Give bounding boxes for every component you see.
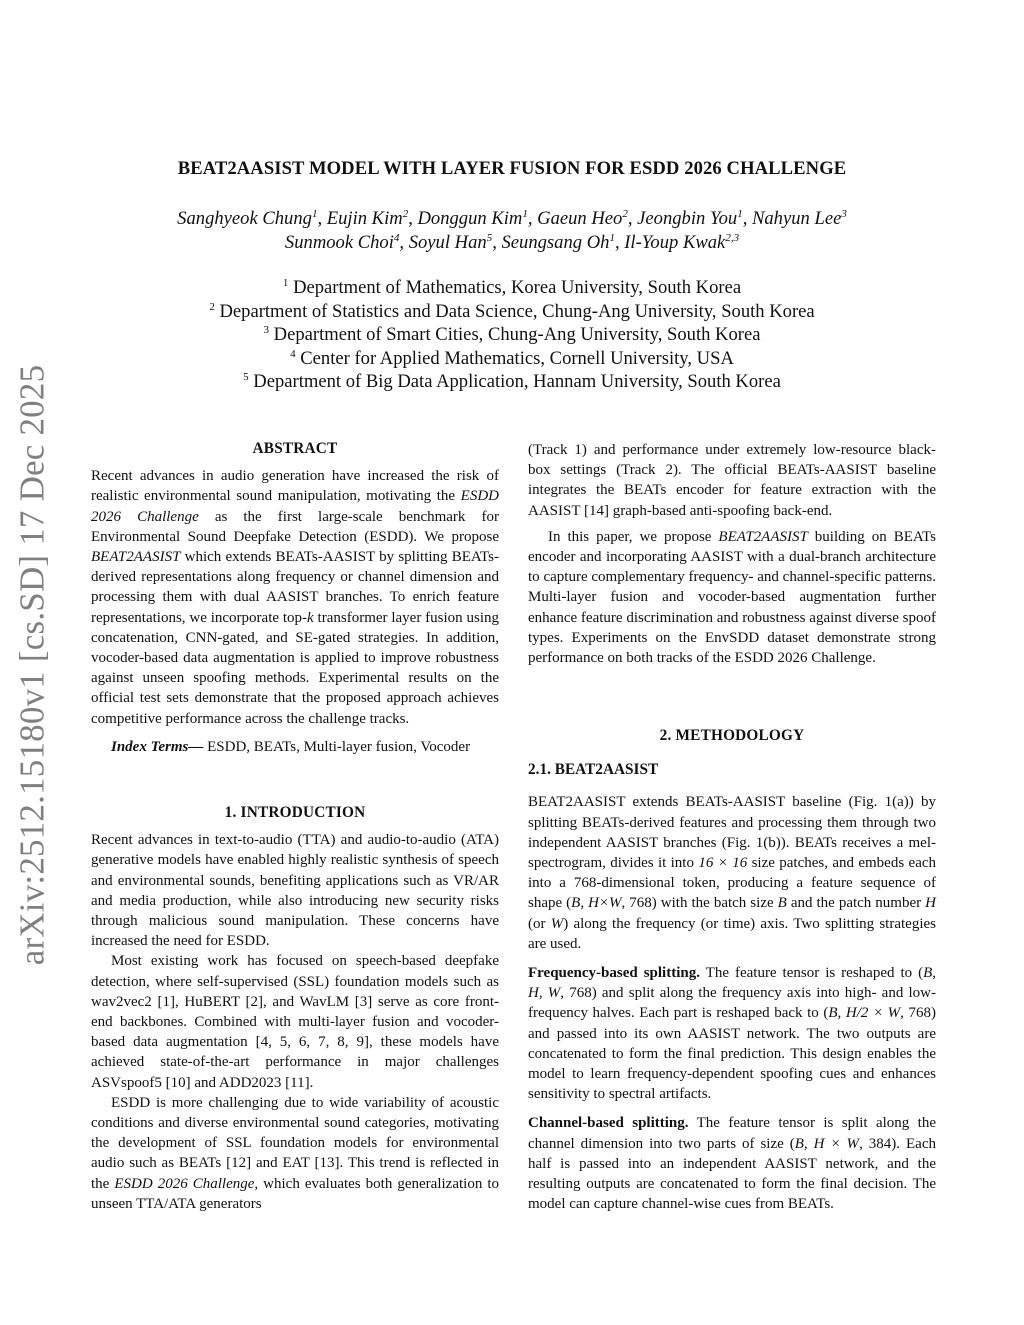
introduction-paragraph: In this paper, we propose BEAT2AASIST building on BEATs encoder and incorporating AASIST with a dual-branch architecture to capture complementary frequency- and channel-specific patterns. Multi-layer fusion and vocoder-based augmentation further enhance feature discrimination and robustness against diverse spoof types. Experiments on the EnvSDD dataset demonstrate strong performance on both tracks of the ESDD 2026 Challenge. [528,528,937,667]
author-list [0,207,1024,255]
author: Soyul Han$^5$, [408,231,502,253]
author: Sanghyeok Chung$^1$, [177,207,327,229]
introduction-paragraph: Most existing work has focused on speech-based deepfake detection, where self-supervised (SSL) foundation models such as wav2vec2 [1], HuBERT [2], and WavLM [3] serve as core front-end backbones. Combined with multi-layer fusion and vocoder-based data augmentation [4, 5, 6, 7, 8, 9], these models have achieved state-of-the-art performance in major challenges ASVspoof5 [10] and ADD2023 [11]. [91,953,499,1091]
author: Seungsang Oh$^1$, [501,231,625,253]
introduction-section [91,803,499,1214]
channel-splitting-paragraph: Channel-based splitting. The feature tensor is split along the channel dimension into two parts of size (B, H × W, 384). Each half is passed into an independent AASIST network, and the resulting outputs are concatenated to form the final decision. The model can capture channel-wise cues from BEATs. [528,1115,937,1213]
author: Sunmook Choi$^4$, [284,231,409,253]
author: Jeongbin You$^1$, [637,207,752,229]
introduction-paragraph: Recent advances in text-to-audio (TTA) and audio-to-audio (ATA) generative models have enabled highly realistic synthesis of speech and environmental sounds, benefiting applications such as VR/AR and media production, while also introducing new security risks through malicious sound manipulation. These concerns have increased the need for ESDD. [91,832,499,950]
frequency-splitting-paragraph: Frequency-based splitting. The feature tensor is reshaped to (B, H, W, 768) and split along the frequency axis into high- and low-frequency halves. Each part is reshaped back to (B, H/2 × W, 768) and passed into its own AASIST network. The two outputs are concatenated to form the final prediction. This design enables the model to learn frequency-dependent spoofing cues and enhances sensitivity to spectral artifacts. [528,965,937,1103]
author: Nahyun Lee$^3$ [751,207,847,229]
author-line-2 [0,231,1024,255]
methodology-section [528,726,936,1214]
methodology-paragraph: BEAT2AASIST extends BEATs-AASIST baseline (Fig. 1(a)) by splitting BEATs-derived features and processing them through two independent AASIST branches (Fig. 1(b)). BEATs receives a mel-spectrogram, divides it into 16 × 16 size patches, and embeds each into a 768-dimensional token, producing a feature sequence of shape (B, H×W, 768) with the batch size B and the patch number H (or W) along the frequency (or time) axis. Two splitting strategies are used. [528,794,937,952]
author: Eujin Kim$^2$, [326,207,418,229]
affiliation: $^3$ Department of Smart Cities, Chung-Ang University, South Korea [263,323,761,345]
author-line-1 [0,207,1024,231]
introduction-continued [528,440,936,668]
introduction-heading: 1. INTRODUCTION [224,804,366,821]
arxiv-identifier [6,364,58,965]
abstract-heading: ABSTRACT [252,440,338,457]
affiliation: $^4$ Center for Applied Mathematics, Cornell University, USA [290,347,734,369]
introduction-paragraph: (Track 1) and performance under extremely low-resource black-box settings (Track 2). The official BEATs-AASIST baseline integrates the BEATs encoder for feature extraction with the AASIST [14] graph-based anti-spoofing back-end. [528,442,936,519]
affiliation: $^2$ Department of Statistics and Data Science, Chung-Ang University, South Korea [209,300,815,322]
index-terms: Index Terms— ESDD, BEATs, Multi-layer fusion, Vocoder [111,738,471,755]
subsection-heading: 2.1. BEAT2AASIST [528,761,659,779]
author: Il-Youp Kwak$^{2,3}$ [624,231,740,253]
abstract-section [91,439,499,757]
arxiv-identifier-text: arXiv:2512.15180v1 [cs.SD] 17 Dec 2025 [12,364,52,965]
abstract-text: Recent advances in audio generation have increased the risk of realistic environmental sound manipulation, motivating the ESDD 2026 Challenge as the first large-scale benchmark for Environmental Sound Deepfake Detection (ESDD). We propose BEAT2AASIST which extends BEATs-AASIST by splitting BEATs-derived representations along frequency or channel dimension and processing them with dual AASIST branches. To enrich feature representations, we incorporate top-k transformer layer fusion using concatenation, CNN-gated, and SE-gated strategies. In addition, vocoder-based data augmentation is applied to improve robustness against unseen spoofing methods. Experimental results on the official test sets demonstrate that the proposed approach achieves competitive performance across the challenge tracks. [91,468,500,727]
introduction-paragraph: ESDD is more challenging due to wide variability of acoustic conditions and diverse environmental sound categories, motivating the development of SSL foundation models for environmental audio such as BEATs [12] and EAT [13]. This trend is reflected in the ESDD 2026 Challenge, which evaluates both generalization to unseen TTA/ATA generators [91,1094,500,1212]
methodology-heading: 2. METHODOLOGY [659,727,805,744]
affiliation: $^5$ Department of Big Data Application, Hannam University, South Korea [243,370,781,392]
paper-title: BEAT2AASIST MODEL WITH LAYER FUSION FOR ESDD 2026 CHALLENGE [177,158,847,179]
affiliation: $^1$ Department of Mathematics, Korea University, South Korea [282,276,742,298]
author: Donggun Kim$^1$, [417,207,538,229]
author: Gaeun Heo$^2$, [537,207,638,229]
affiliation-list [0,276,1024,394]
